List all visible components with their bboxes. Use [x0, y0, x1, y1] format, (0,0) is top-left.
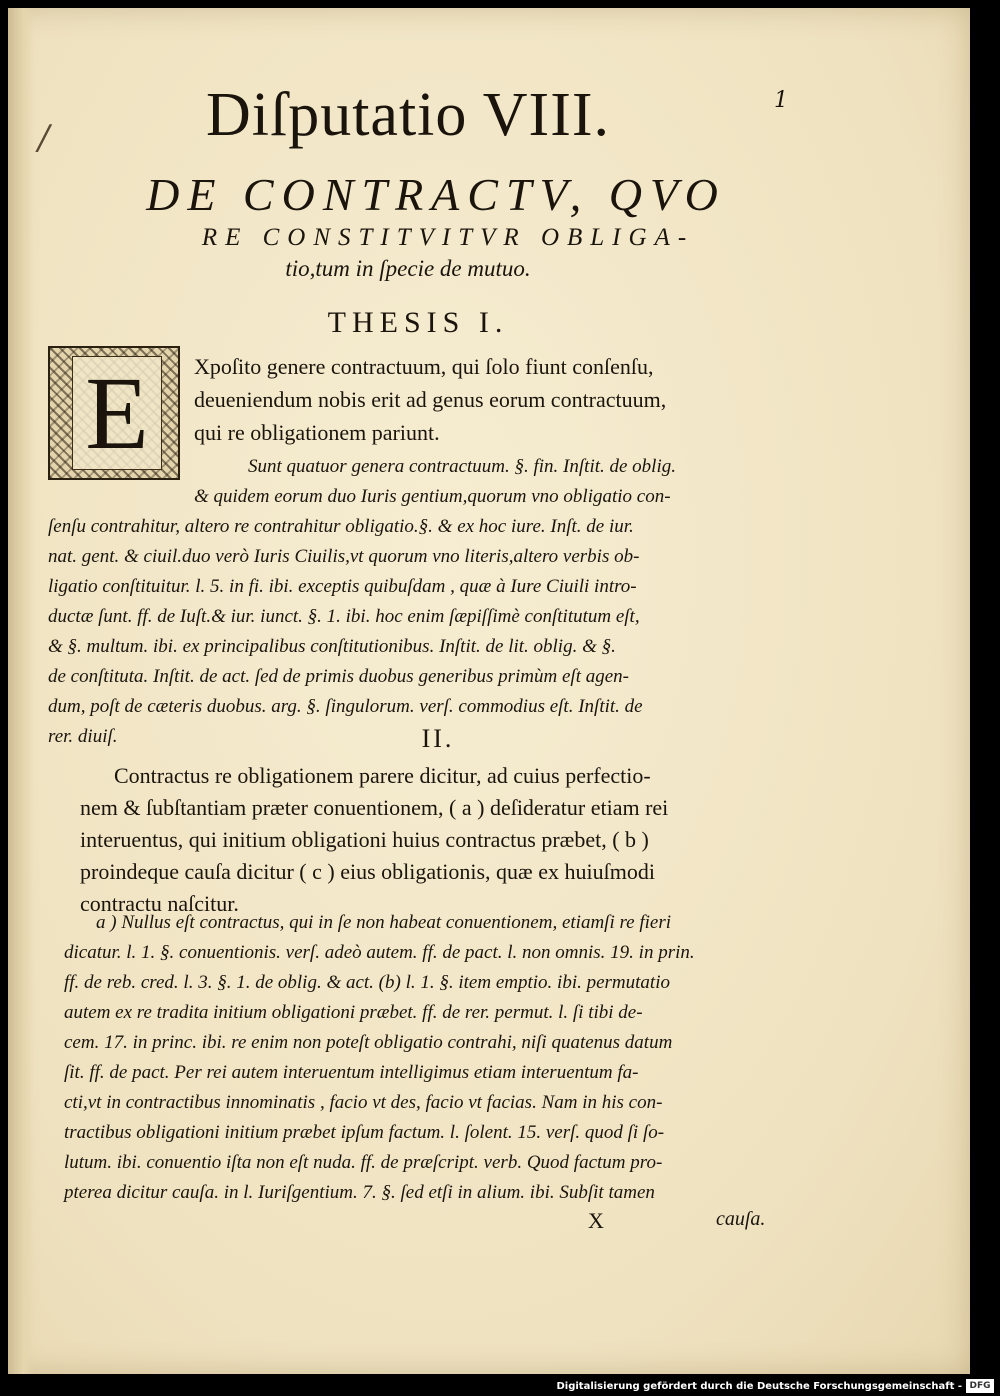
commentary-line: ff. de reb. cred. l. 3. §. 1. de oblig. & act. (b) l. 1. §. item emptio. ibi. permutatio: [64, 972, 670, 993]
decorated-initial: [48, 346, 180, 480]
commentary-line: de conſtituta. Inſtit. de act. ſed de primis duobus generibus primùm eſt agen-: [48, 666, 630, 687]
commentary-line: lutum. ibi. conuentio iſta non eſt nuda. ff. de præſcript. verb. Quod factum pro-: [64, 1152, 663, 1173]
commentary-line: cti,vt in contractibus innominatis , facio vt des, facio vt facias. Nam in his con-: [64, 1092, 663, 1113]
commentary-line: tractibus obligationi initium præbet ipſum factum. l. ſolent. 15. verſ. quod ſi ſo-: [64, 1122, 665, 1143]
lead-line: deueniendum nobis erit ad genus eorum contractuum,: [194, 387, 667, 412]
section2-line: proindeque cauſa dicitur ( c ) eius obligationis, quæ ex huiuſmodi: [80, 859, 655, 884]
page-number: 1: [774, 88, 788, 113]
commentary-line: & quidem eorum duo Iuris gentium,quorum vno obligatio con-: [194, 486, 671, 507]
commentary-line: dicatur. l. 1. §. conuentionis. verſ. adeò autem. ff. de pact. l. non omnis. 19. in prin.: [64, 942, 695, 963]
subtitle-line-2: RE CONSTITVITVR OBLIGA-: [201, 224, 695, 251]
commentary-line: ligatio conſtituitur. l. 5. in fi. ibi. exceptis quibuſdam , quæ à Iure Ciuili intro-: [48, 576, 637, 597]
commentary-line: nat. gent. & ciuil.duo verò Iuris Ciuilis,vt quorum vno literis,altero verbis ob-: [48, 546, 640, 567]
commentary-line: & §. multum. ibi. ex principalibus conſtitutionibus. Inſtit. de lit. oblig. & §.: [48, 636, 616, 657]
subtitle-line-3: tio,tum in ſpecie de mutuo.: [285, 256, 531, 281]
commentary-line: autem ex re tradita initium obligationi præbet. ff. de rer. permut. l. ſi tibi de-: [64, 1002, 643, 1023]
lead-line: qui re obligationem pariunt.: [194, 420, 440, 445]
page-gutter: [8, 8, 34, 1374]
commentary-line: Sunt quatuor genera contractuum. §. fin. Inſtit. de oblig.: [248, 456, 676, 477]
dfg-logo: DFG: [966, 1379, 994, 1393]
section2-line: contractu naſcitur.: [80, 891, 239, 916]
lead-line: Xpoſito genere contractuum, qui ſolo fiunt conſenſu,: [194, 354, 654, 379]
commentary-line: a ) Nullus eſt contractus, qui in ſe non habeat conuentionem, etiamſi re fieri: [96, 912, 672, 933]
commentary-line: ſenſu contrahitur, altero re contrahitur obligatio.§. & ex hoc iure. Inſt. de iur.: [48, 516, 634, 537]
commentary-line: ſit. ff. de pact. Per rei autem interuentum intelligimus etiam interuentum fa-: [64, 1062, 639, 1083]
footer-credit: Digitalisierung gefördert durch die Deutsche Forschungsgemeinschaft -: [556, 1381, 962, 1392]
section2-line: Contractus re obligationem parere dicitur, ad cuius perfectio-: [114, 763, 651, 788]
lead-paragraph: [194, 350, 666, 449]
signature-mark: X: [588, 1208, 604, 1233]
section2-line: interuentus, qui initium obligationi huius contractus præbet, ( b ): [80, 827, 649, 852]
initial-letter: E: [72, 356, 162, 470]
commentary-line: dum, poſt de cæteris duobus. arg. §. ſingulorum. verſ. commodius eſt. Inſtit. de: [48, 696, 643, 717]
commentary-line: ductæ ſunt. ff. de Iuſt.& iur. iunct. §. 1. ibi. hoc enim ſæpiſſimè conſtitutum eſt,: [48, 606, 640, 627]
subtitle-line-1: DE CONTRACTV, QVO: [146, 169, 726, 220]
page-title: Diſputatio VIII.: [205, 81, 610, 149]
commentary-line: pterea dicitur cauſa. in l. Iuriſgentium. 7. §. ſed etſi in alium. ibi. Subſit tamen: [64, 1182, 655, 1203]
footer-bar: [0, 1374, 1000, 1396]
commentary-line: rer. diuiſ.: [48, 726, 118, 747]
catchword: cauſa.: [716, 1208, 766, 1230]
commentary-line: cem. 17. in princ. ibi. re enim non poteſt obligatio contrahi, niſi quatenus datum: [64, 1032, 673, 1053]
book-page: [8, 8, 970, 1374]
margin-mark: /: [38, 118, 50, 158]
section2-line: nem & ſubſtantiam præter conuentionem, ( a ) deſideratur etiam rei: [80, 795, 669, 820]
thesis-heading: THESIS I.: [327, 306, 509, 339]
section-heading-2: II.: [421, 724, 455, 753]
